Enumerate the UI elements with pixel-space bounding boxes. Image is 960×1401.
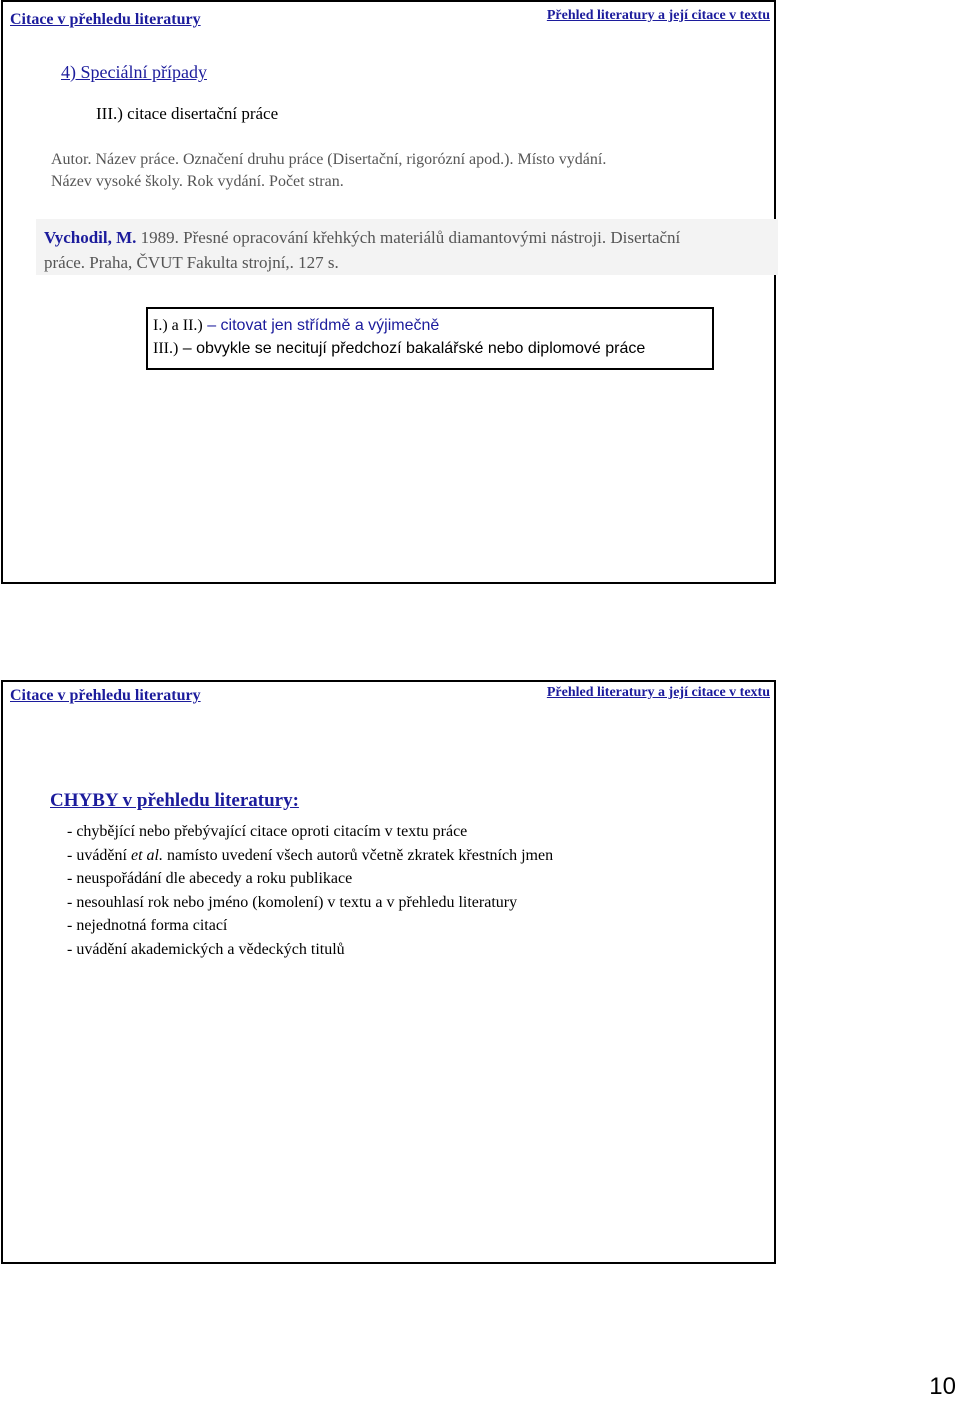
rule-1: [153, 314, 712, 337]
citation-example-text: 1989. Přesné opracování křehkých materiálů diamantovými nástroji. Disertační: [136, 228, 681, 247]
error-text: - uvádění: [67, 846, 131, 864]
list-item: - nejednotná forma citací: [67, 917, 228, 934]
errors-list: [67, 820, 553, 961]
list-item: - nesouhlasí rok nebo jméno (komolení) v textu a v přehledu literatury: [67, 893, 518, 911]
list-item: - uvádění akademických a vědeckých titulů: [67, 940, 345, 958]
citation-example-author: Vychodil, M.: [44, 228, 137, 247]
rule-1-prefix: I.) a II.): [153, 317, 203, 334]
slide-1-header-right[interactable]: Přehled literatury a její citace v textu: [546, 8, 770, 23]
rule-1-text: – citovat jen střídmě a výjimečně: [202, 317, 440, 334]
page-number: 10: [929, 1373, 956, 1400]
errors-title: CHYBY v přehledu literatury:: [50, 790, 299, 811]
rules-box: [146, 307, 714, 370]
error-italic: et al.: [130, 846, 163, 864]
slide-2: [1, 680, 776, 1264]
list-item: - chybějící nebo přebývající citace oproti citacím v textu práce: [67, 823, 468, 840]
section-title: 4) Speciální případy: [61, 62, 207, 82]
rule-2-prefix: III.): [153, 340, 179, 357]
slide-2-header-right[interactable]: Přehled literatury a její citace v textu: [546, 685, 770, 700]
citation-example-line-1: [44, 225, 778, 250]
slide-1: [1, 0, 776, 584]
list-item: - neuspořádání dle abecedy a roku publikace: [67, 870, 353, 887]
rule-2-text: – obvykle se necitují předchozí bakalářské nebo diplomové práce: [178, 340, 646, 357]
slide-1-header-left[interactable]: Citace v přehledu literatury: [10, 11, 201, 28]
citation-example-line-2: práce. Praha, ČVUT Fakulta strojní,. 127 s.: [44, 253, 339, 272]
citation-format-line-2: Název vysoké školy. Rok vydání. Počet stran.: [51, 173, 344, 190]
citation-example: [36, 219, 778, 275]
subsection-title: III.) citace disertační práce: [96, 104, 279, 123]
error-text: namísto uvedení všech autorů včetně zkratek křestních jmen: [162, 846, 554, 864]
citation-format: [51, 149, 606, 193]
list-item: [67, 844, 553, 868]
citation-format-line-1: Autor. Název práce. Označení druhu práce (Disertační, rigorózní apod.). Místo vydání.: [51, 151, 607, 168]
rule-2: [153, 337, 712, 360]
slide-2-header-left[interactable]: Citace v přehledu literatury: [10, 687, 201, 704]
